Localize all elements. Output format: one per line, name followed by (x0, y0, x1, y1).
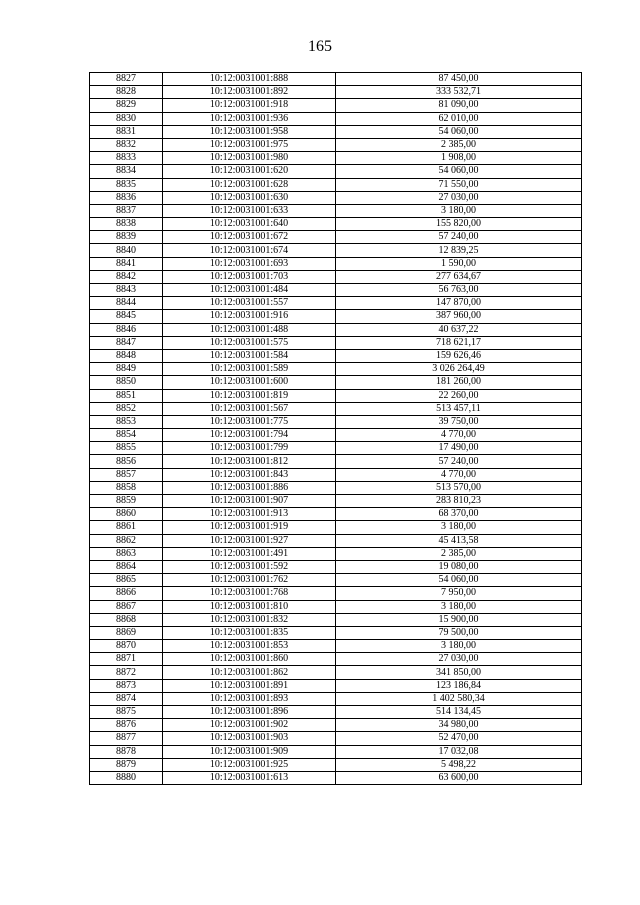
cadastral-number-cell: 10:12:0031001:893 (163, 692, 336, 705)
cadastral-number-cell: 10:12:0031001:584 (163, 349, 336, 362)
value-cell: 341 850,00 (336, 666, 582, 679)
value-cell: 147 870,00 (336, 297, 582, 310)
table-row (90, 165, 582, 178)
table-row (90, 666, 582, 679)
value-cell: 34 980,00 (336, 719, 582, 732)
table-row (90, 402, 582, 415)
row-number-cell: 8842 (90, 270, 163, 283)
value-cell: 87 450,00 (336, 73, 582, 86)
row-number-cell: 8830 (90, 112, 163, 125)
cadastral-number-cell: 10:12:0031001:810 (163, 600, 336, 613)
row-number-cell: 8861 (90, 521, 163, 534)
cadastral-number-cell: 10:12:0031001:589 (163, 363, 336, 376)
cadastral-number-cell: 10:12:0031001:794 (163, 429, 336, 442)
row-number-cell: 8847 (90, 336, 163, 349)
cadastral-number-cell: 10:12:0031001:896 (163, 706, 336, 719)
table-row (90, 640, 582, 653)
value-cell: 27 030,00 (336, 653, 582, 666)
cadastral-number-cell: 10:12:0031001:862 (163, 666, 336, 679)
row-number-cell: 8865 (90, 574, 163, 587)
cadastral-number-cell: 10:12:0031001:918 (163, 99, 336, 112)
table-row (90, 191, 582, 204)
value-cell: 54 060,00 (336, 574, 582, 587)
table-row (90, 138, 582, 151)
row-number-cell: 8850 (90, 376, 163, 389)
value-cell: 514 134,45 (336, 706, 582, 719)
table-row (90, 560, 582, 573)
row-number-cell: 8874 (90, 692, 163, 705)
table-row (90, 679, 582, 692)
value-cell: 22 260,00 (336, 389, 582, 402)
value-cell: 3 180,00 (336, 600, 582, 613)
cadastral-number-cell: 10:12:0031001:958 (163, 125, 336, 138)
value-cell: 79 500,00 (336, 626, 582, 639)
table-row (90, 600, 582, 613)
value-cell: 62 010,00 (336, 112, 582, 125)
table-row (90, 508, 582, 521)
row-number-cell: 8870 (90, 640, 163, 653)
table-row (90, 468, 582, 481)
row-number-cell: 8834 (90, 165, 163, 178)
cadastral-number-cell: 10:12:0031001:557 (163, 297, 336, 310)
row-number-cell: 8827 (90, 73, 163, 86)
cadastral-number-cell: 10:12:0031001:832 (163, 613, 336, 626)
value-cell: 718 621,17 (336, 336, 582, 349)
value-cell: 123 186,84 (336, 679, 582, 692)
cadastral-number-cell: 10:12:0031001:613 (163, 771, 336, 784)
value-cell: 5 498,22 (336, 758, 582, 771)
value-cell: 52 470,00 (336, 732, 582, 745)
value-cell: 181 260,00 (336, 376, 582, 389)
value-cell: 3 180,00 (336, 640, 582, 653)
table-row (90, 218, 582, 231)
table-row (90, 376, 582, 389)
value-cell: 54 060,00 (336, 125, 582, 138)
table-row (90, 745, 582, 758)
table-row (90, 73, 582, 86)
value-cell: 17 490,00 (336, 442, 582, 455)
row-number-cell: 8880 (90, 771, 163, 784)
value-cell: 3 180,00 (336, 204, 582, 217)
row-number-cell: 8869 (90, 626, 163, 639)
cadastral-number-cell: 10:12:0031001:927 (163, 534, 336, 547)
value-cell: 7 950,00 (336, 587, 582, 600)
table-row (90, 547, 582, 560)
row-number-cell: 8867 (90, 600, 163, 613)
row-number-cell: 8840 (90, 244, 163, 257)
table-row (90, 257, 582, 270)
cadastral-number-cell: 10:12:0031001:600 (163, 376, 336, 389)
cadastral-number-cell: 10:12:0031001:916 (163, 310, 336, 323)
value-cell: 333 532,71 (336, 86, 582, 99)
cadastral-number-cell: 10:12:0031001:491 (163, 547, 336, 560)
value-cell: 68 370,00 (336, 508, 582, 521)
cadastral-number-cell: 10:12:0031001:860 (163, 653, 336, 666)
cadastral-number-cell: 10:12:0031001:909 (163, 745, 336, 758)
row-number-cell: 8862 (90, 534, 163, 547)
cadastral-number-cell: 10:12:0031001:812 (163, 455, 336, 468)
cadastral-number-cell: 10:12:0031001:567 (163, 402, 336, 415)
row-number-cell: 8877 (90, 732, 163, 745)
cadastral-number-cell: 10:12:0031001:975 (163, 138, 336, 151)
row-number-cell: 8876 (90, 719, 163, 732)
table-row (90, 244, 582, 257)
row-number-cell: 8857 (90, 468, 163, 481)
row-number-cell: 8846 (90, 323, 163, 336)
cadastral-number-cell: 10:12:0031001:843 (163, 468, 336, 481)
row-number-cell: 8864 (90, 560, 163, 573)
table-row (90, 587, 582, 600)
value-cell: 81 090,00 (336, 99, 582, 112)
table-row (90, 112, 582, 125)
row-number-cell: 8856 (90, 455, 163, 468)
value-cell: 283 810,23 (336, 495, 582, 508)
cadastral-number-cell: 10:12:0031001:886 (163, 481, 336, 494)
data-table (89, 72, 582, 785)
value-cell: 63 600,00 (336, 771, 582, 784)
cadastral-number-cell: 10:12:0031001:672 (163, 231, 336, 244)
cadastral-number-cell: 10:12:0031001:633 (163, 204, 336, 217)
table-container (89, 72, 581, 785)
value-cell: 277 634,67 (336, 270, 582, 283)
row-number-cell: 8828 (90, 86, 163, 99)
cadastral-number-cell: 10:12:0031001:630 (163, 191, 336, 204)
value-cell: 19 080,00 (336, 560, 582, 573)
table-row (90, 442, 582, 455)
table-row (90, 719, 582, 732)
value-cell: 57 240,00 (336, 455, 582, 468)
value-cell: 45 413,58 (336, 534, 582, 547)
table-row (90, 495, 582, 508)
row-number-cell: 8835 (90, 178, 163, 191)
table-row (90, 771, 582, 784)
row-number-cell: 8836 (90, 191, 163, 204)
cadastral-number-cell: 10:12:0031001:484 (163, 284, 336, 297)
table-row (90, 653, 582, 666)
row-number-cell: 8875 (90, 706, 163, 719)
table-row (90, 455, 582, 468)
cadastral-number-cell: 10:12:0031001:628 (163, 178, 336, 191)
table-row (90, 323, 582, 336)
value-cell: 2 385,00 (336, 138, 582, 151)
table-row (90, 626, 582, 639)
row-number-cell: 8833 (90, 152, 163, 165)
table-row (90, 692, 582, 705)
cadastral-number-cell: 10:12:0031001:674 (163, 244, 336, 257)
table-row (90, 574, 582, 587)
row-number-cell: 8848 (90, 349, 163, 362)
row-number-cell: 8838 (90, 218, 163, 231)
cadastral-number-cell: 10:12:0031001:799 (163, 442, 336, 455)
cadastral-number-cell: 10:12:0031001:488 (163, 323, 336, 336)
table-row (90, 349, 582, 362)
value-cell: 71 550,00 (336, 178, 582, 191)
row-number-cell: 8858 (90, 481, 163, 494)
value-cell: 3 180,00 (336, 521, 582, 534)
table-row (90, 521, 582, 534)
row-number-cell: 8871 (90, 653, 163, 666)
row-number-cell: 8839 (90, 231, 163, 244)
table-row (90, 152, 582, 165)
value-cell: 17 032,08 (336, 745, 582, 758)
cadastral-number-cell: 10:12:0031001:913 (163, 508, 336, 521)
cadastral-number-cell: 10:12:0031001:936 (163, 112, 336, 125)
value-cell: 159 626,46 (336, 349, 582, 362)
cadastral-number-cell: 10:12:0031001:703 (163, 270, 336, 283)
cadastral-number-cell: 10:12:0031001:693 (163, 257, 336, 270)
value-cell: 2 385,00 (336, 547, 582, 560)
row-number-cell: 8868 (90, 613, 163, 626)
row-number-cell: 8851 (90, 389, 163, 402)
value-cell: 56 763,00 (336, 284, 582, 297)
table-row (90, 297, 582, 310)
table-row (90, 613, 582, 626)
value-cell: 4 770,00 (336, 429, 582, 442)
value-cell: 12 839,25 (336, 244, 582, 257)
cadastral-number-cell: 10:12:0031001:620 (163, 165, 336, 178)
table-row (90, 706, 582, 719)
table-row (90, 732, 582, 745)
table-row (90, 429, 582, 442)
cadastral-number-cell: 10:12:0031001:980 (163, 152, 336, 165)
value-cell: 3 026 264,49 (336, 363, 582, 376)
table-row (90, 363, 582, 376)
value-cell: 57 240,00 (336, 231, 582, 244)
row-number-cell: 8866 (90, 587, 163, 600)
table-row (90, 415, 582, 428)
table-row (90, 99, 582, 112)
cadastral-number-cell: 10:12:0031001:892 (163, 86, 336, 99)
page-number: 165 (308, 38, 332, 55)
value-cell: 1 590,00 (336, 257, 582, 270)
table-row (90, 336, 582, 349)
value-cell: 4 770,00 (336, 468, 582, 481)
cadastral-number-cell: 10:12:0031001:762 (163, 574, 336, 587)
value-cell: 1 402 580,34 (336, 692, 582, 705)
row-number-cell: 8831 (90, 125, 163, 138)
table-row (90, 758, 582, 771)
table-row (90, 231, 582, 244)
cadastral-number-cell: 10:12:0031001:891 (163, 679, 336, 692)
cadastral-number-cell: 10:12:0031001:888 (163, 73, 336, 86)
cadastral-number-cell: 10:12:0031001:835 (163, 626, 336, 639)
value-cell: 27 030,00 (336, 191, 582, 204)
cadastral-number-cell: 10:12:0031001:768 (163, 587, 336, 600)
row-number-cell: 8852 (90, 402, 163, 415)
row-number-cell: 8878 (90, 745, 163, 758)
cadastral-number-cell: 10:12:0031001:902 (163, 719, 336, 732)
row-number-cell: 8829 (90, 99, 163, 112)
value-cell: 155 820,00 (336, 218, 582, 231)
row-number-cell: 8879 (90, 758, 163, 771)
table-row (90, 178, 582, 191)
cadastral-number-cell: 10:12:0031001:853 (163, 640, 336, 653)
row-number-cell: 8843 (90, 284, 163, 297)
value-cell: 513 570,00 (336, 481, 582, 494)
value-cell: 39 750,00 (336, 415, 582, 428)
cadastral-number-cell: 10:12:0031001:775 (163, 415, 336, 428)
table-row (90, 310, 582, 323)
cadastral-number-cell: 10:12:0031001:919 (163, 521, 336, 534)
table-row (90, 389, 582, 402)
table-row (90, 125, 582, 138)
value-cell: 40 637,22 (336, 323, 582, 336)
row-number-cell: 8863 (90, 547, 163, 560)
table-body (90, 73, 582, 785)
table-row (90, 204, 582, 217)
value-cell: 387 960,00 (336, 310, 582, 323)
table-row (90, 86, 582, 99)
row-number-cell: 8853 (90, 415, 163, 428)
cadastral-number-cell: 10:12:0031001:640 (163, 218, 336, 231)
value-cell: 15 900,00 (336, 613, 582, 626)
row-number-cell: 8854 (90, 429, 163, 442)
table-row (90, 270, 582, 283)
cadastral-number-cell: 10:12:0031001:903 (163, 732, 336, 745)
value-cell: 1 908,00 (336, 152, 582, 165)
value-cell: 54 060,00 (336, 165, 582, 178)
row-number-cell: 8872 (90, 666, 163, 679)
cadastral-number-cell: 10:12:0031001:575 (163, 336, 336, 349)
table-row (90, 481, 582, 494)
row-number-cell: 8849 (90, 363, 163, 376)
cadastral-number-cell: 10:12:0031001:592 (163, 560, 336, 573)
value-cell: 513 457,11 (336, 402, 582, 415)
row-number-cell: 8860 (90, 508, 163, 521)
table-row (90, 534, 582, 547)
row-number-cell: 8837 (90, 204, 163, 217)
row-number-cell: 8845 (90, 310, 163, 323)
cadastral-number-cell: 10:12:0031001:925 (163, 758, 336, 771)
row-number-cell: 8855 (90, 442, 163, 455)
row-number-cell: 8859 (90, 495, 163, 508)
row-number-cell: 8844 (90, 297, 163, 310)
cadastral-number-cell: 10:12:0031001:907 (163, 495, 336, 508)
table-row (90, 284, 582, 297)
row-number-cell: 8873 (90, 679, 163, 692)
row-number-cell: 8832 (90, 138, 163, 151)
row-number-cell: 8841 (90, 257, 163, 270)
cadastral-number-cell: 10:12:0031001:819 (163, 389, 336, 402)
